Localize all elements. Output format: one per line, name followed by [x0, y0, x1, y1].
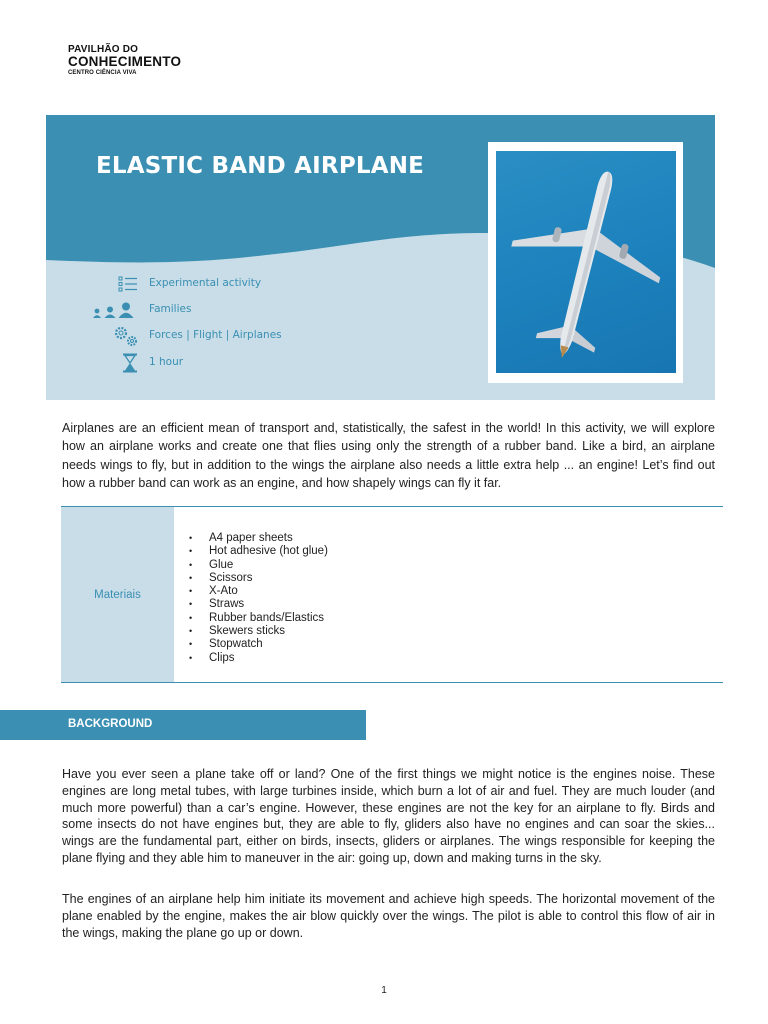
list-item: • Rubber bands/Elastics [189, 612, 328, 625]
photo-frame [488, 142, 683, 383]
list-item: • Hot adhesive (hot glue) [189, 545, 328, 558]
materials-table [61, 506, 723, 683]
section-heading: BACKGROUND [68, 718, 153, 730]
hourglass-icon [120, 352, 138, 374]
materials-label: Materiais [94, 588, 141, 601]
list-item: • Glue [189, 559, 328, 572]
background-paragraph-2: The engines of an airplane help him initiate its movement and achieve high speeds. The horizontal movement of the plane enabled by the engine, makes the air blow quickly over the wings. The pilot is able to control this flow of air in the wings, making the plane go up or down. [62, 892, 715, 940]
list-item: • Scissors [189, 572, 328, 585]
page-number: 1 [381, 985, 387, 996]
meta-text: Families [149, 303, 192, 315]
materials-label-cell [61, 507, 174, 682]
airplane-icon [496, 151, 676, 373]
list-item: • Straws [189, 598, 328, 611]
meta-row-audience [96, 299, 356, 321]
section-header-background [0, 710, 366, 740]
meta-row-topics [96, 325, 356, 347]
list-item: • X-Ato [189, 585, 328, 598]
list-item: • Skewers sticks [189, 625, 328, 638]
intro-paragraph: Airplanes are an efficient mean of transport and, statistically, the safest in the world! In this activity, we will explore how an airplane works and create one that flies using only the strength of a rubber band. Like a bird, an airplane needs wings to fly, but in addition to the wings the airplane also needs a little extra help ... an engine! Let’s find out how a rubber band can work as an engine, and how shapely wings can fly it far. [62, 421, 715, 490]
meta-text: 1 hour [149, 356, 184, 368]
page-title: ELASTIC BAND AIRPLANE [96, 153, 425, 179]
logo-line-1: PAVILHÃO DO [68, 44, 139, 55]
materials-list [189, 532, 328, 665]
people-icon [92, 299, 138, 321]
airplane-photo [496, 151, 676, 373]
list-item: • Stopwatch [189, 638, 328, 651]
meta-row-type [96, 273, 356, 295]
list-item: • Clips [189, 652, 328, 665]
logo-line-2: CONHECIMENTO [68, 54, 182, 69]
background-paragraph-1: Have you ever seen a plane take off or land? One of the first things we might notice is the engines noise. These engines are long metal tubes, with large turbines inside, which burn a lot of air and fuel. They are much louder (and much more powerful) than a car’s engine. However, these engines are not the key for an airplane to fly. Birds and some insects do not have engines but, they are able to fly, gliders also have no engines and can soar the skies... wings are the fundamental part, either on birds, insects, gliders or airplanes. The wings responsible for keeping the plane flying and they able him to maneuver in the air: going up, down and making turns in the sky. [62, 767, 715, 865]
meta-text: Forces | Flight | Airplanes [149, 329, 282, 341]
logo-line-3: CENTRO CIÊNCIA VIVA [68, 70, 137, 76]
meta-text: Experimental activity [149, 277, 262, 289]
list-item: • A4 paper sheets [189, 532, 328, 545]
checklist-icon [116, 273, 138, 295]
meta-row-duration [96, 352, 356, 374]
gears-icon [112, 325, 140, 347]
activity-header [46, 115, 715, 400]
logo [68, 44, 181, 77]
